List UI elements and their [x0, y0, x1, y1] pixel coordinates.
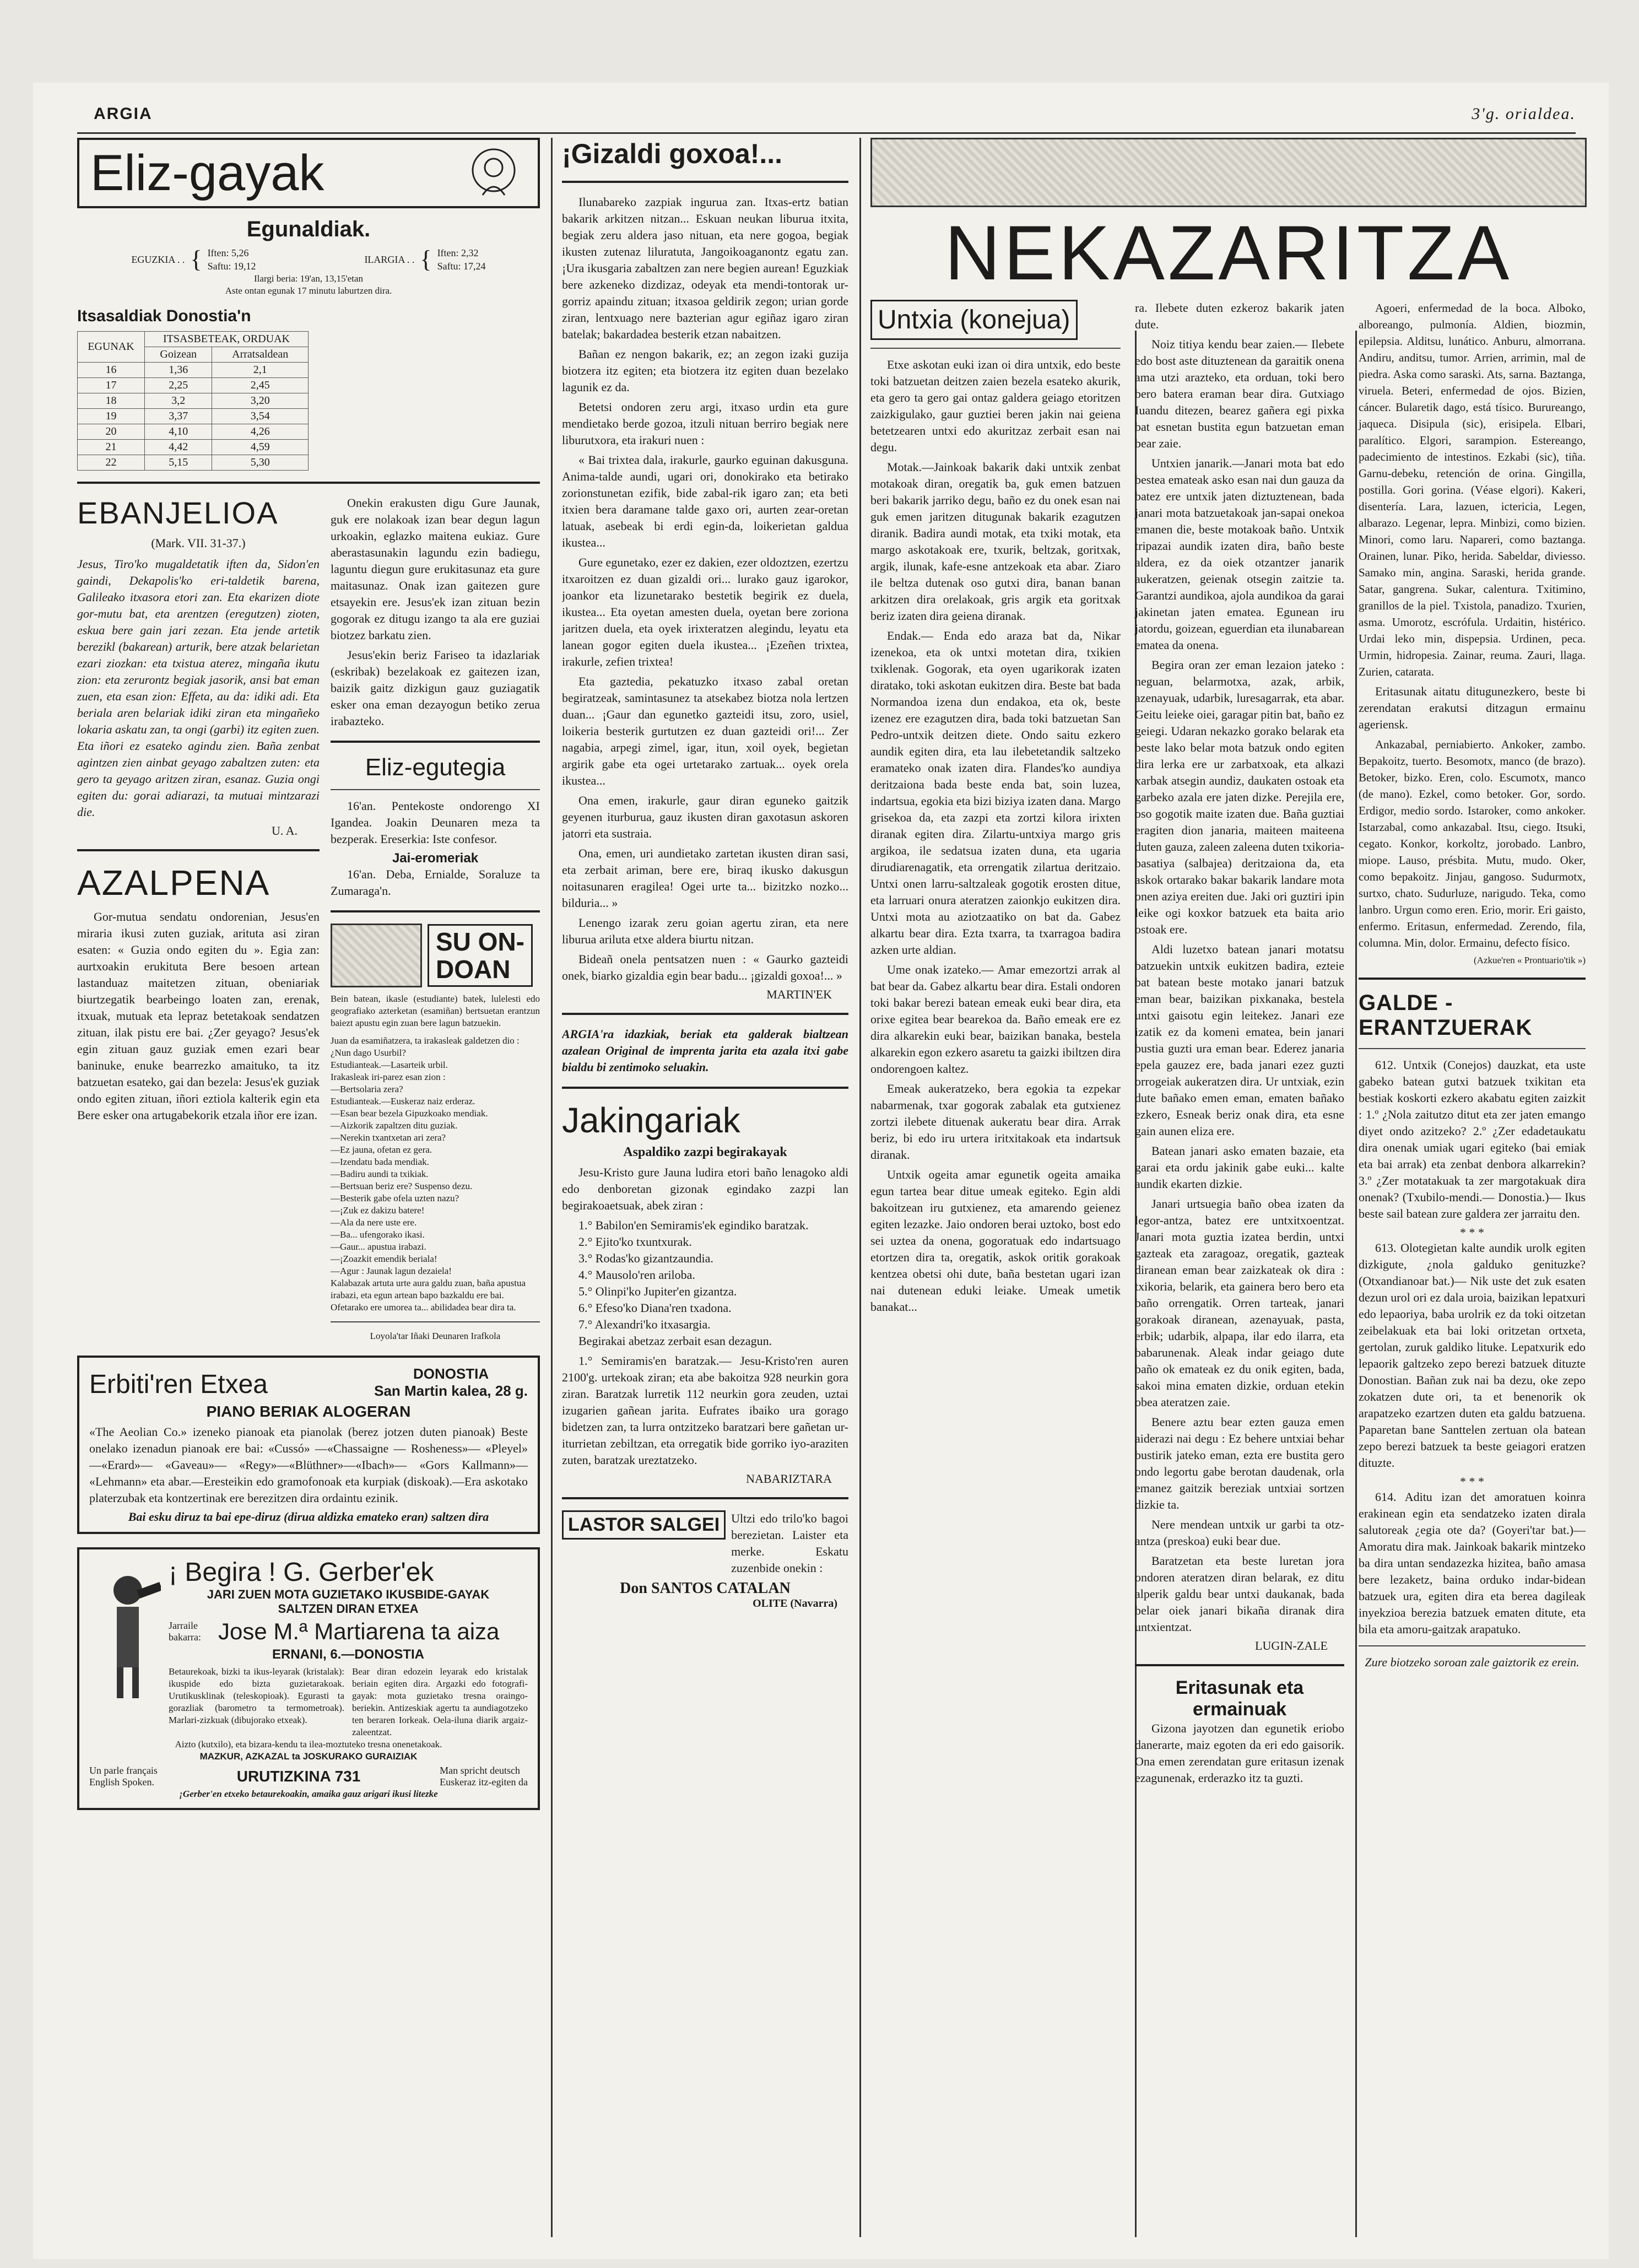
dialogue-line: Estudianteak.—Lasarteik urbil. [331, 1060, 448, 1070]
su-ondoan-header [331, 924, 540, 987]
glossary-source: (Azkue'ren « Prontuario'tik ») [1474, 955, 1586, 965]
su-ondoan-intro: Bein batean, ikasle (estudiante) batek, lulelesti edo geografiako azterketan (esamiñan) bertsuetan erantzun baiezt apustu egin zuan bere lagun batzuekin. [331, 993, 540, 1028]
tides-row [78, 409, 309, 424]
list-item: 5.° Olinpi'ko Jupiter'en gizantza. [578, 1284, 737, 1298]
fireside-illustration [331, 924, 422, 987]
gerber-address: MAZKUR, AZKAZAL ta JOSKURAKO GURAIZIAK [199, 1751, 418, 1762]
tides-cell: 2,25 [144, 378, 212, 393]
column-1 [77, 138, 540, 2237]
tides-cell: 4,42 [144, 440, 212, 455]
lastor-name: Don SANTOS CATALAN [620, 1580, 791, 1597]
untxia-title: Untxia (konejua) [870, 300, 1078, 340]
gerber-lang1: Un parle français [89, 1765, 158, 1776]
dialogue-line: —Gaur... apustua irabazi. [331, 1241, 426, 1252]
column-gizaldi [562, 138, 848, 2237]
untxia-bene: Benere aztu bear ezten gauza emen aiderazi nai degu : Ez behere untxiai behar bustirik jateko eman, ezta ere bustita gero ondo legortu gabe berotan daudenak, orla emanez gaitzik bereziak untxiai sortzen dizkie ta. [1135, 1415, 1344, 1511]
dialogue-line: —Besterik gabe ofela uzten nazu? [331, 1193, 459, 1203]
gizaldi-p5: Gure egunetako, ezer ez dakien, ezer oldoztzen, ezertzu itxaroitzen ez duan gizaldi ori... lurako gauz igarokor, joankor eta lizunetarako bestetik begirik ez duela, ikustea... Eta oyetan amesten duela, oyetan bere zoriona jaritzen duela, eta oyek irixteratzen alegindu, leyatu eta lanean gogor egiten duela ikustea... ¡Ezeñen trixtea, irakurle, zefien trixtea! [562, 555, 848, 668]
galde-erantzuerak-title: GALDE - ERANTZUERAK [1359, 991, 1533, 1040]
tides-cell: 18 [78, 393, 145, 409]
jai-eromeriak-entry: 16'an. Deba, Ernialde, Soraluze ta Zumaraga'n. [331, 867, 540, 898]
tides-cell: 4,26 [212, 424, 309, 440]
gerber-footer: ¡Gerber'en etxeko betaurekoakin, amaika gauz arigari ikusi litezke [179, 1789, 438, 1799]
dialogue-line: —Bertsuan beriz ere? Suspenso dezu. [331, 1181, 473, 1191]
telescope-man-icon [89, 1557, 161, 1700]
gospel-reference: (Mark. VII. 31-37.) [151, 536, 246, 550]
list-item: 6.° Efeso'ko Diana'ren txadona. [578, 1301, 732, 1315]
gerber-head: ¡ Begira ! G. Gerber'ek [169, 1558, 434, 1587]
erbiti-footer: Bai esku diruz ta bai epe-diruz (dirua aldizka emateko eran) saltzen dira [128, 1510, 489, 1524]
lastor-text: Ultzi edo trilo'ko bagoi berezietan. Laister eta merke. Eskatu zuzenbide onekin : [731, 1511, 848, 1575]
list-item: 7.° Alexandri'ko itxasargia. [578, 1317, 711, 1331]
gerber-right-items: Bear diran edozein leyarak edo kristalak beriain egiten dira. Argazki edo fotografi-gayak: mota guzietako tresna oraingo-beriekin. Antizeskiak agertu ta aundiagotzeko ten beraren Iorkeak. Oela-iluna diarik argaiz-zaleentzat. [352, 1666, 528, 1737]
tides-cell: 4,59 [212, 440, 309, 455]
jai-eromeriak-title: Jai-eromeriak [392, 851, 479, 866]
gospel-signature: U. A. [271, 824, 297, 838]
tides-row [78, 363, 309, 378]
tides-row [78, 378, 309, 393]
dialogue-line: Kalabazak artuta urte aura galdu zuan, baña apustua irabazi, eta egun artean bapo bazkaldu ere bai. Ofetarako ere umorea ta... abilidadea bear dira ta. [331, 1278, 526, 1313]
question-613: 613. Olotegietan kalte aundik urolk egiten dizkigute, ¿nola galduko genituzke? (Otxandianoar bat.)— Nik uste det zuk esaten dezun urol ori ez dala uroia, baizikan lepatxuri edo lepaoriya, baba urolrik ez da toki oitzetan zeibelakuak eta bai loki oritzetan ortxeta, gertolan, zuruk galdiko lituke. Lepatxurik edo lepaorik galtzeko zepo berezi batzuek dituzte Donostian. Bañan zuk nai ba dezu, oke zepo zokatzen dute ori, ta et benenorik ok arapatzeko ezartzen duten eta galdu batzuena. Paparetan bane Santtelen zertuan ola batean zepo berezi batzuek ta beste geiagori eratzen dituzte. [1359, 1241, 1586, 1470]
gizaldi-p8: Ona, emen, uri aundietako zartetan ikusten diran sasi, eta zerbait ariman, bere ere, biraq ikusko dakusgun noitasunaren eragilea! Ogei urte ta... bizitzko nozko... bilduria... » [562, 846, 848, 910]
tides-cell: 1,36 [144, 363, 212, 378]
tides-cell: 5,30 [212, 455, 309, 471]
gerber-advertisement [77, 1547, 540, 1810]
masthead-left: ARGIA [94, 105, 153, 123]
nekazaritza-title: NEKAZARITZA [944, 209, 1513, 296]
egunaldiak-title: Egunaldiak. [246, 217, 371, 241]
dialogue-line: —Ez jauna, ofetan ez gera. [331, 1144, 432, 1155]
eritasunak-text: Gizona jayotzen dan egunetik eriobo danerarte, maiz egoten da eri edo gaisorik. Ona emen zerendatan gure eritasun izenak ezagunenak, erderazko itz ta guzti. [1135, 1721, 1344, 1785]
dialogue-line: —Ba... ufengorako ikasi. [331, 1229, 425, 1240]
untxia-column-2 [1135, 300, 1344, 1790]
sun-times: EGUZKIA . . { Iften: 5,26 Saftu: 19,12 [131, 246, 256, 273]
disease-glossary: Agoeri, enfermedad de la boca. Alboko, alboreango, pulmonía. Aldien, biozmin, epilepsia. Alditsu, lunático. Anburu, almorrana. Andiru, anditsu, tumor. Arrien, arrimin, mal de piedra. Aska como saraski. Ats, sarna. Baztanga, viruela. Beteri, enfermedad de ojos. Bizien, cáncer. Bularetik dago, está tísico. Burureango, jaqueca. Disipula (sic), erisipela. Elbari, paralítico. Elgori, sarampion. Estereango, padecimiento de intestinos. Ezkabi (sic), tiña. Garnu-debeku, retención de orina. Gingilla, postilla. Gori gorina. (Véase elgori). Kakeri, disentería. Lara, lazuen, ictericia, Legen, albarazo. Legenar, lepra. Minbizi, como bizien. Minori, como laru. Napareri, como baztanga. Orainen, lunar. Piko, herida. Sabeldar, diviesso. Samako min, angina. Saraski, herida grande. Satar, gangrena. Sukar, calentura. Txitimino, granillos de la piel. Txistola, panadizo. Txurien, asma. Umorotz, escrófula. Urdaitin, histérico. Urdai leko min, dispepsia. Urdinen, peca. Urmin, hidropesia. Zainar, reuma. Zauri, llaga. Zurien, catarata. [1359, 301, 1586, 678]
tides-cell: 19 [78, 409, 145, 424]
closing-proverb: Zure biotzeko soroan zale gaiztorik ez erein. [1365, 1655, 1580, 1669]
untxia-nere: Nere mendean untxik ur garbi ta otz-antza (preskoa) euki bear due. [1135, 1518, 1344, 1548]
gerber-city: ERNANI, 6.—DONOSTIA [272, 1647, 425, 1662]
tides-body [78, 363, 309, 471]
lastor-advertisement [562, 1510, 848, 1580]
onekin-text: Onekin erakusten digu Gure Jaunak, guk ere nolakoak izan bear degun lagun urkoakin, eglazko maitena eukiaz. Gure aberastasunakin lagundu ezin badiegu, laguntu diegun gure erukitasunaz eta gure maitasunaz. Onak izan gaitezen gure etsayekin ere. Jesus'ek izan zituan bezin gogorak ez ditugu izango ta ala ere guziai biotzez barkatu zien. [331, 496, 540, 642]
untxia-baratzetan: Baratzetan eta beste luretan jora ondoren ateratzen diran belarak, ez ditu alperik galdu bear untxi daukanak, bada belar oiek janari bikaña diranak dira untxientzat. [1135, 1554, 1344, 1634]
gerber-lang2: English Spoken. [89, 1776, 155, 1788]
su-ondoan-title: SU ON- DOAN [428, 924, 533, 987]
erbiti-name: Erbiti'ren Etxea [89, 1370, 268, 1399]
question-612: 612. Untxik (Conejos) dauzkat, eta uste gabeko batean gutxi batzuek txikitan eta bestiak koskorti ezkero akabatu egiten zaizkit : 1.º ¿Nola zaitutzo ditut eta zer jaten emango diyet ondo azitzeko? 2.º ¿Zer edadetaukatu dira onenak umiak ugari egiteko (bai emiak eta bai arrak) eta zenbat denbora alkarrekin? 3.º ¿Zer motatakuak ta zer margotakuak dira onenak? (Txubilo-mendi.— Donostia.)— Ikus beste sail batean zure galdera zer jarraitu den. [1359, 1058, 1586, 1221]
dialogue-line: —Badiru aundi ta txikiak. [331, 1169, 429, 1179]
sun-label: EGUZKIA . . [131, 254, 185, 265]
eliz-egutegia-entry: 16'an. Pentekoste ondorengo XI Igandea. Joakin Deunaren meza ta bezperak. Ereserkia: Iste confesor. [331, 799, 540, 846]
tides-cell: 4,10 [144, 424, 212, 440]
dialogue-line: —¡Zuk ez dakizu batere! [331, 1205, 425, 1216]
tides-cell: 16 [78, 363, 145, 378]
dialogue-line: —Nerekin txantxetan ari zera? [331, 1132, 446, 1143]
su-ondoan-dialogue [331, 1035, 540, 1314]
tides-cell: 22 [78, 455, 145, 471]
untxia-signature: LUGIN-ZALE [1255, 1639, 1328, 1653]
sun-rise: Iften: 5,26 [207, 247, 249, 258]
untxia-batean: Batean janari asko ematen bazaie, eta garai eta ordu jakinik gabe euki... kalte aundik ekarten dizkie. [1135, 1144, 1344, 1191]
column-nekazaritza [870, 138, 1587, 2237]
azalpena-title: AZALPENA [77, 863, 271, 903]
untxia-noiz: Noiz titiya kendu bear zaien.— Ilebete edo bost aste dituztenean da garaitik onena ama utzi arazteko, eta orduan, toki bero bero batera eraman bear dira. Gutxiago Iuandu ditezen, bearez gañera egi pixka bat esnetan bustita egun batzuetan eman bear zaie. [1135, 337, 1344, 450]
erbiti-sub: PIANO BERIAK ALOGERAN [206, 1403, 411, 1420]
gizaldi-p6: Eta gaztedia, pekatuzko itxaso zabal oretan begiratzeak, samintasunez ta atsekabez biotza nola lertzen duan... ¡Gaur dan egunetko gazteidi itsu, zoro, usiel, loikeria besterik gurtutzen ez duan gazteidi ori!... Zer nagabia, arpegi zimel, igar, itun, xoil oyek, begietan argirik gabe eta ogei urtetarako zartuak... oyek orela ikustea... [562, 674, 848, 787]
jakingariak-subtitle: Aspaldiko zazpi begirakayak [623, 1145, 787, 1159]
erbiti-street: San Martin kalea, 28 g. [374, 1383, 528, 1399]
untxia-ume-janarik: Janari urtsuegia baño obea izaten da legor-antza, batez ere untxitxoentzat. Janari mota guztia izatea berdin, untxi gazteak eta zaragoaz, oregatik, gazteak diranean eman bear zaizkateak ok dira : txikoria, belarik, eta gainera bero bero eta baño orrengatik. Orren tarteak, janari gorakoak diranean, azenayuak, pasta, erbik; udarbik, alpapa, ilar edo ilarra, eta babarunenak. Aleak indar geiago dute baño ok emateak ez du onik egiten, bada, sakoi mina ematen dizkie, orduan etekin obea ateratzen zaie. [1135, 1197, 1344, 1409]
dialogue-line: Juan da esamiñatzera, ta irakasleak galdetzen dio : [331, 1035, 520, 1046]
dialogue-line: —¡Zoazkit emendik beriala! [331, 1254, 437, 1264]
moon-set: Saftu: 17,24 [437, 261, 486, 272]
page-number: 3'g. orialdea. [1472, 105, 1576, 123]
list-item: 1.° Babilon'en Semiramis'ek egindiko baratzak. [578, 1218, 809, 1232]
erbiti-text: «The Aeolian Co.» izeneko pianoak eta pianolak (berez jotzen duten pianoak) Beste onelako izenadun pianoak ere bai: «Cussó» —«Chassaigne — Rosheness»— «Pleyel» —«Erard»— «Gaveau»— «Regy»—«Blüthner»—«Ibach»— «Gors Kallmann»— «Lehmann» eta abar.—Eresteikin edo gramofonoak eta kurpiak (diskoak).—Era askotako platerzubak eta kontzertinak ere berezitzen dira ordaintu ezinik. [89, 1425, 528, 1505]
erbiti-city: DONOSTIA [413, 1365, 489, 1382]
lastor-place: OLITE (Navarra) [753, 1597, 837, 1610]
header-rule [77, 132, 1576, 134]
ebanjelioa-row [77, 495, 540, 1342]
tides-cell: 3,54 [212, 409, 309, 424]
gospel-text: Jesus, Tiro'ko mugaldetatik iften da, Sidon'en gaindi, Dekapolis'ko eri-taldetik barena, Galileako itxasora etori zan. Eta ekarizen diote gor-mutu bat, eta arentzen (eregutzen) zioten, eskua bere gain jari zezan. Eta jende artetik berezikl (bakarean) arturik, bere atzak belarietan ezari ziozkan: eta txistua aterez, mingaña ikutu zion: eta zerurontz begiak jasorik, ansi bat eman zuen, eta esan zion: Effeta, au da: idiki adi. Eta beriala aren belariak idiki ziran eta mingañeko lokaria askatu zan, ta ongi (garbi) itz egiten zuen. Eta iñori ez esateko agindu zien. Baña zenbat agintzen zien ainbat geyago zabaltzen zuten: eta gero ta geyago aritzen ziran, esanaz. Guzia ongi egiten du: gorai adiarazi, ta mutuai mintzarazi die. [77, 557, 320, 819]
tides-cell: 3,37 [144, 409, 212, 424]
untxia-ume: Ume onak izateko.— Amar emezortzi arrak al bat bear da. Gabez alkartu bear dira. Estali ondoren toki bakar berezi batean emeak euki bear dira, eta orixe egitea bear bearekoa da. Baño emeak ere ez dira alkarekin euki bear, baizikan banaka, bestela alkarekin egon ezkero asaretu ta gaizki ibiltzen dira ondorengoen kaltez. [870, 963, 1121, 1076]
tides-cell: 2,1 [212, 363, 309, 378]
dialogue-line: —Esan bear bezela Gipuzkoako mendiak. [331, 1108, 488, 1119]
tides-cell: 20 [78, 424, 145, 440]
tides-cell: 5,15 [144, 455, 212, 471]
tides-col-days: EGUNAK [78, 332, 145, 363]
gerber-left-items: Betaurekoak, bizki ta ikus-leyarak (kristalak): ikuspide edo bizta guzietarakoak. Urutikusklinak (teleskopioak). Egurasti ta gorazliak (barometro ta termometroak). Marlari-zizkuak (dibujorako etxeak). [169, 1666, 344, 1725]
dialogue-line: —Agur : Jaunak lagun dezaiela! [331, 1266, 452, 1276]
newspaper-page [33, 83, 1609, 2259]
gizaldi-p1: Ilunabareko zazpiak ingurua zan. Itxas-ertz batian bakarik arkitzen nitzan... Eskuan neukan liburua itxita, begiak zeru aldera jaso nituan, eta nere gogoa, begiak ikusten zutenaz liluratuta, Jangoikoaganontz egatu zan. ¡Ura ikusgaria zabaltzen zan nere begien aurean! Eguzkiak bere azkeneko dizdizaz, odeyak eta mendi-tontorak ur-gorriz apaindu zituan; itxasoa geldirik zegon; urian gorde ziran, lentxuago nere bazterian agur egiñaz igaro ziran batelak; bakardadea besterik etzan nabaitzen. [562, 195, 848, 341]
tides-row [78, 440, 309, 455]
tides-cell: 17 [78, 378, 145, 393]
eliz-egutegia-title: Eliz-egutegia [365, 754, 506, 781]
list-item: 4.° Mausolo'ren ariloba. [578, 1268, 695, 1282]
gerber-heir: Jose M.ª Martiarena ta aiza [218, 1618, 500, 1644]
gerber-street: URUTIZKINA 731 [236, 1768, 361, 1785]
untxia-untxik: Untxik ogeita amar egunetik ogeita amaika egun tartea bear ditue umeak egiteko. Egin aldi bakoitzean iru gutxienez, eta amarendo geienez egiten lezazke. Jaio ondoren berai uztoko, bost edo sei uztea da onena, gogoratuak edo indartsuago etortzen dira ta, oregatik, askok oritik gorakoak kentzea obetsi ohi dute, baña bestetan ugari izan nai dutenean eduki leiake. Umeak umetik banakat... [870, 1168, 1121, 1314]
dialogue-line: Estudianteak.—Euskeraz naiz erderaz. [331, 1096, 475, 1106]
tides-row [78, 393, 309, 409]
column-rule-1 [551, 138, 553, 2237]
gerber-lang4: Euskeraz itz-egiten da [440, 1776, 528, 1788]
daylight-note: Aste ontan egunak 17 minutu laburtzen dira. [225, 285, 392, 296]
moon-label: ILARGIA . . [364, 254, 415, 265]
list-item: 2.° Ejito'ko txuntxurak. [578, 1235, 692, 1249]
moon-rise: Iften: 2,32 [437, 247, 479, 258]
gizaldi-p10: Bideañ onela pentsatzen nuen : « Gaurko gazteidi onek, biarko gizaldia egin bear badu... ¡gizaldi goxoa!... » [562, 952, 848, 982]
tides-row [78, 455, 309, 471]
argia-notice: ARGIA'ra idazkiak, beriak eta galderak bialtzean azalean Original de imprenta jarita eta azala itxi gabe bialdu bi zentimoko seluakin. [562, 1027, 848, 1074]
tides-block [77, 307, 309, 471]
sun-set: Saftu: 19,12 [207, 261, 256, 272]
ebanjelioa-title: EBANJELIOA [77, 495, 279, 530]
column-rule-2 [859, 138, 861, 2237]
eritasunak-title: Eritasunak eta ermainuak [1175, 1677, 1304, 1720]
gizaldi-title: ¡Gizaldi goxoa!... [562, 138, 783, 169]
jakingariak-p2: Begirakai abetzaz zerbait esan dezagun. [578, 1334, 772, 1348]
untxia-endak: Endak.— Enda edo araza bat da, Nikar izenekoa, eta ok untxi motetan dira, txikien txiklenak. Gogorak, eta oyen ugarikorak izaten diratako, toki askotan eukitzen dira. Beste bat bada Normandoa izena dun endakoa, eta ok, beste izenez ere ezagutzen dira, bada toki batzuetan San Pedro-untxik deitzen diete. Ondo saitu ezkero aundik egiten dira, eta lau ilebetetandik saltzeko eramateko onak izaten dira. Flandes'ko aundiya deritzaiona bada beste enda bat, soin luzea, indartsua, egokia eta bizi biziya izaten dana. Margo grisekoa da, eta zazpi eta zortzi kilora irixten diranak egiten dira. Zilartu-untxiya margo gris argikoa, ile sedatsua izaten duna, eta ugaria dirudiarenagatik, eta orrengatik zilartua deritzaio. Untxi onen larru-saltzaleak gogotik erosten ditue, eta larruari onura ateratzen zaionkjo eukitzen dira. Untxi mota au aziotzaatiko on bat da. Gabez alkartu bear dira. Ezta txarra, ta txarragoa badira azken urte aldian. [870, 629, 1121, 957]
untxia-p1: Etxe askotan euki izan oi dira untxik, edo beste toki batzuetan deitzen zaien bezela esateko akurik, eta gero ta gero gai ontaz galdera geiago etoritzen zaizkigulako, gaur guztiei beren jakin nai geiena betetzearen untxi edo akuritzaz zerbait esan nai degu. [870, 358, 1121, 454]
untxia-janarik: Untxien janarik.—Janari mota bat edo bestea emateak asko esan nai dun gauza da batez ere untxik jaten diztuztenean, bada janari mota batzuetakoak jan-sapai onekoa emanen die, beste motakoak baño. Untxik tripazai aundik izaten dira, baño beste aldera, ez da oiek otzantzer janarik aukeratzen, geienak otsegin zaitzie ta. Garantzi aundikoa, ajola aundikoa da garai jakinetan jaten ematea. Egunean iru jatordu, goizean, eguerdian eta ilunabarean ematea da onena. [1135, 456, 1344, 652]
section-title-eliz-gayak: Eliz-gayak [90, 145, 324, 201]
gizaldi-p2: Bañan ez nengon bakarik, ez; an zegon izaki guzija biotzera itz egiten; eta biotzera itz egiten duan bezelako lagunik ez da. [562, 347, 848, 394]
tides-row [78, 424, 309, 440]
jakingariak-p3: 1.° Semiramis'en baratzak.— Jesu-Kristo'ren auren 2100'g. urtekoak ziran; eta abe bakoitza 928 neurkin gora ziran. Baratzak lurretik 112 neurkin gora zeuden, uztai izugarien gañean jarita. Eufrates ibaiko ura gorago bidetzen zan, ta lurra ontzitzeko baratzari bere gañetan ur-iturrietan zebiltzan, eta orregatik bide gorriko iyo-araziten zuten, baratzak ureztatzeko. [562, 1354, 848, 1467]
tides-col-morning: Goizean [144, 347, 212, 363]
lastor-brand: LASTOR SALGEI [562, 1510, 726, 1540]
dialogue-line: —Bertsolaria zera? [331, 1084, 403, 1094]
gizaldi-p9: Lenengo izarak zeru goian agertu ziran, eta nere liburua ariluta etxe aldera biurtu nitzan. [562, 916, 848, 946]
dialogue-line: —Aizkorik zapaltzen ditu guziak. [331, 1120, 458, 1131]
erbiti-advertisement [77, 1356, 540, 1534]
gizaldi-signature: MARTIN'EK [766, 987, 832, 1001]
tides-title: Itsasaldiak Donostia'n [77, 307, 251, 325]
gerber-sub2: SALTZEN DIRAN ETXEA [278, 1602, 419, 1616]
untxia-begira: Begira oran zer eman lezaion jateko : neguan, belarmotxa, azak, arbik, azenayuak, udarbik, luresagarrak, eta abar. Geitu leieke oiei, garagar pitin bat, baño ez geiegi. Udaran nekazko gorako belarak eta beste lako belar mota batzuk ondo egiten dira lerka ere ur zarbatxoak, eta alkazi xarbak atsegin aundiz, daukaten ostoak eta garbeko azala ere jaten dizke. Perejila ere, oso gogotik maite izaten due. Baña guztiai eragiten dion janaria, maiteen maiteena duten gauza, zaleen zaleena duten txikoria-basatiya (salbajea) deritzaiona da, eta askok ortarako bakar bakarik landare mota onen aziya ereiten due. Jaki ori guztiri ipin leike ogi koxkor batzuek eta baita ario ostoak ere. [1135, 658, 1344, 936]
ebanjelioa-block [77, 495, 320, 1342]
untxia-motak: Motak.—Jainkoak bakarik daki untxik zenbat motakoak diran, oregatik ba, guk emen batzuen beri bakarik jarriko degu, baño ez du onek esan nai guk emen jaritzen ditugunak bakarik ezagutzen diranik. Badira aundi motak, eta txiki motak, eta margo askotakoak ere, txurik, beltzak, goritxak, argik, ilunak, kafe-esne antzekoak eta abar. Ziaro ile beltza dutenak oso gutxi dira, banan banan arkitzen dira orelakoak, gris argik eta goritxak beriz izaten dira geiena diranak. [870, 460, 1121, 623]
jakingariak-title: Jakingariak [562, 1100, 740, 1140]
untxia-emeak: Emeak aukeratzeko, bera egokia ta ezpekar nabarmenak, txar gogorak zabalak eta gutxienez zortzi ilebete dituenak aukeratu bear dira. Arrak beriz, bi edo iru urtera iritxitakoak eta indartsuk diranak. [870, 1082, 1121, 1162]
glossary-intro-2: Eritasunak aitatu ditugunezkero, beste bi zerendatan erakutsi ditzagun ermainu ageriensk. [1359, 684, 1586, 731]
tides-col-group: ITSASBETEAK, ORDUAK [144, 332, 308, 347]
new-moon-note: Ilargi beria: 19'an, 13,15'etan [254, 273, 363, 284]
dialogue-line: ¿Nun dago Usurbil? [331, 1047, 406, 1058]
gizaldi-p3: Betetsi ondoren zeru argi, itxaso urdin eta gure mendietako berde gozoa, itzuli nituan berriro begiak nere liburutxora, eta irakuri nuen : [562, 400, 848, 447]
praying-figure-icon [461, 145, 527, 201]
gerber-bottom: Aizto (kutxilo), eta bizara-kendu ta ilea-moztuteko tresna onenetakoak. [175, 1739, 442, 1749]
tides-col-afternoon: Arratsaldean [212, 347, 309, 363]
dialogue-line: —Ala da nere uste ere. [331, 1217, 417, 1228]
gizaldi-p4: « Bai trixtea dala, irakurle, gaurko eguinan dakusguna. Anima-talde aundi, ugari ori, donokirako eta betirako zorionstunetan ezifik, bide zabal-rik igaro zan; eta beti itxien bera daramane talde gaxo ori, aurten zear-oretan latuak, asebeak bi erdi egin-da, loikerietan galdua ikustea... [562, 453, 848, 549]
eliz-gayak-header [77, 138, 540, 208]
jakingariak-intro: Jesu-Kristo gure Jauna ludira etori baño lenagoko aldi edo denboretan gizonak egindako zazpi lan begirakoaetsuak, abek ziran : [562, 1165, 848, 1212]
azalpena-text: Gor-mutua sendatu ondorenian, Jesus'en miraria ikusi zuten guziak, arituta asi ziran esaten: « Guzia ondo egiten du ». Egia zan: aurtxoakin erukituta Bere besoen artean lastanduaz maitetzen zituan, obeniariak biurtzegatik bearbeingo loaten zan, erenak, itxuak, mutuak eta lepraz betetakoak sendatzen zituan, ilak pistu ere bai. ¿Zer geyago? Jesus'ek egin zituan gauz guziak emen ezari bear baninuke, enuke bearrezko amaituko, ta itz batzuetan esateko, gai dan bezela: Jesus'ek guziak ondo egiten zituan, iñori eztiola kalterik egin eta Bere esker ona artugabekorik etzala iñor ere izan. [77, 910, 320, 1122]
tides-cell: 3,20 [212, 393, 309, 409]
tides-cell: 21 [78, 440, 145, 455]
untxia-cont: ra. Ilebete duten ezkeroz bakarik jaten dute. [1135, 301, 1344, 331]
tides-cell: 3,2 [144, 393, 212, 409]
su-ondoan-signature: Loyola'tar Iñaki Deunaren Irafkola [370, 1331, 501, 1341]
dialogue-line: Irakasleak iri-parez esan zion : [331, 1072, 446, 1082]
list-item: 3.° Rodas'ko gizantzaundia. [578, 1251, 713, 1265]
moon-times: ILARGIA . . { Iften: 2,32 Saftu: 17,24 [364, 246, 486, 273]
gerber-heir-label: Jarraile bakarra: [169, 1620, 201, 1643]
sun-moon-times [77, 246, 540, 273]
gizaldi-p7: Ona emen, irakurle, gaur diran eguneko gaitzik geyenen iturburua, gauz ikusten diran gaxotasun askoren jatorri eta sustraia. [562, 793, 848, 840]
tides-and-onekin [77, 307, 540, 471]
jakingariak-list [562, 1217, 848, 1333]
gerber-lang3: Man spricht deutsch [440, 1765, 521, 1776]
farming-illustration [870, 138, 1587, 207]
tides-table [77, 331, 309, 471]
defect-glossary: Ankazabal, perniabierto. Ankoker, zambo. Bepakoitz, tuerto. Besomotx, manco (de brazo). Betoker, bizko. Eren, colo. Escumotx, manco (de mano). Ezkel, como betoker. Gor, sordo. Erdigor, medio sordo. Istaroker, como ankoker. Istarzabal, como ankazabal. Itsu, ciego. Itsuki, cegato. Konkor, korkoltz, jorobado. Lanbro, miope. Lauso, présbita. Mutu, mudo. Oker, como bepakoitz. Jinjau, gangoso. Sudurmotx, surtxo, chato. Sudurluze, narigudo. Teka, como lanbro. Urgun como eren. Erio, morir. Eri gaisto, enfermo. Eritasun, enfermedad. Zerendo, fila, columna. Min, dolor. Ermainu, defecto físico. [1359, 738, 1586, 949]
question-614: 614. Aditu izan det amoratuen koinra erakinean egin eta sendatzeko izaten dirala salutoreak ¿egia ote da? (Goyeri'tar bat.)— Amoratu dira mak. Jainkoak bakarik mintzeko ba dira untan sendazezka hizitea, baño amasa bere lezaketz, baina orduko indar-bidean batzuek ura, egiten dira eta berea dagileak inyekzioa berezia batzuek ematen ditute, eta bila eta amoru-gaitzak arapatuko. [1359, 1490, 1586, 1636]
glossary-column: Agoeri, enfermedad de la boca. Alboko, alboreango, pulmonía. Aldien, biozmin, epilepsia. Alditsu, lunático. Anburu, almorrana. Andiru, anditsu, tumor. Arrien, arrimin, mal de piedra. Aska como saraski. Ats, sarna. Baztanga, viruela. Beteri, enfermedad de ojos. Bizien, cáncer. Bularetik dago, está tísico. Burureango, jaqueca. Disipula (sic), erisipela. Elbari, paralítico. Elgori, sarampion. Estereango, padecimiento de intestinos. Ezkabi (sic), tiña. Garnu-debeku, retención de orina. Gingilla, postilla. Gori gorina. (Véase elgori). Kakeri, disentería. Lara, lazuen, ictericia, Legen, albarazo. Legenar, lepra. Minbizi, como bizien. Minori, como laru. Napareri, como baztanga. Orainen, lunar. Piko, herida. Sabeldar, diviesso. Samako min, angina. Saraski, herida grande. Satar, gangrena. Sukar, calentura. Txitimino, granillos de la piel. Txistola, panadizo. Txurien, asma. Umorotz, escrófula. Urdaitin, histérico. Urdai leko min, dispepsia. Urdinen, peca. Urmin, hidropesia. Zainar, reuma. Zauri, llaga. Zurien, catarata. Eritasunak aitatu ditugunezkero, beste bi zerendatan erakutsi ditzagun ermainu ageriensk. Ankazabal, perniabierto. Ankoker, zambo. Bepakoitz, tuerto. Besomotx, manco (de brazo). Betoker, bizko. Eren, colo. Escumotx, manco (de mano). Ezkel, como betoker. Gor, sordo. Erdigor, medio sordo. Istaroker, como ankoker. Istarzabal, como ankazabal. Itsu, ciego. Itsuki, cegato. Konkor, korkoltz, jorobado. Lanbro, miope. Lauso, présbita. Mutu, mudo. Oker, como bepakoitz. Jinjau, gangoso. Sudurmotx, surtxo, chato. Sudurluze, narigudo. Teka, como lanbro. Urgun como eren. Erio, morir. Eri gaisto, enfermo. Eritasun, enfermedad. Zerendo, fila, columna. Min, dolor. Ermainu, defecto físico. (Azkue'ren « Prontuario'tik ») GALDE - ERANTZUERAK 612. Untxik (Conejos) dauzkat, eta uste gabeko batean gutxi batzuek txikitan eta bestiak koskorti ezkero akabatu egiten zaizkit : 1.º ¿Nola zaitutzo ditut eta zer jaten emango diyet ondo azitzeko? 2.º ¿Zer edadetaukatu dira onenak umiak ugari egiteko (bai emiak eta bai arrak) eta zenbat denbora alkarrekin? 3.º ¿Zer motatakuak ta zer margotakuak dira onenak? (Txubilo-mendi.— Donostia.)— Ikus beste sail batean zure galdera zer jarraitu den. * * * 613. Olotegietan kalte aundik urolk egiten dizkigute, ¿nola galduko genituzke? (Otxandianoar bat.)— Nik uste det zuk esaten dezun urol ori ez dala uroia, baizikan lepatxuri edo lepaoriya, baba urolrik ez da toki oitzetan zeibelakuak eta bai loki oritzetan ortxeta, gertolan, zuruk galdiko lituke. Lepatxurik edo lepaorik galtzeko zepo berezi batzuek dituzte Donostian. Bañan zuk nai ba dezu, oke zepo zokatzen dute ori, ta et benenorik ok arapatzeko ezartzen duten eta galdu batzuena. Paparetan bane Santtelen zertuan ola batean zepo berezi batzuek ta beste geiagori eratzen dituzte. * * * 614. Aditu izan det amoratuen koinra erakinean egin eta sendatzeko izaten dirala salutoreak ¿egia ote da? (Goyeri'tar bat.)— Amoratu dira mak. Jainkoak bakarik mintzeko ba dira untan sendazezka hizitea, baño amasa bere lezaketz, baina orduko indar-bidean batzuek ura, egiten dira eta berea dagileak inyekzioa berezia batzuek ematen ditute, eta bila eta amoru-gaitzak arapatuko. Zure biotzeko soroan zale gaiztorik ez erein. [1359, 300, 1586, 1790]
jesusekin-text: Jesus'ekin beriz Fariseo ta idazlariak (eskribak) bezelakoak ez gaitezen izan, baizik gaitz dizkigun gauz guziagatik esker ona eman dezayogun betiko zerua irabazteko. [331, 648, 540, 728]
gerber-sub1: JARI ZUEN MOTA GUZIETAKO IKUSBIDE-GAYAK [207, 1587, 490, 1601]
jakingariak-signature: NABARIZTARA [746, 1472, 832, 1486]
col1-right-subcolumn [331, 495, 540, 1342]
dialogue-line: —Izendatu bada mendiak. [331, 1157, 429, 1167]
untxia-column [870, 300, 1121, 1790]
untxia-aldi: Aldi luzetxo batean janari motatsu batzuekin untxik eukitzen badira, ezteie bat batean beste motako janari batzuk eman bear, baizikan pixkanaka, bestela untxi gaisotu egin leitekez. Janari eze izatik ez da komeni ematea, bein janari bustia guzti ura eman bear. Ederez janaria epela gauzez ere, bada janari ezez guzti orrogeiak aukeratzen dira. Ur untxiak, ezin dute bañako emen eman, ematen bañako ezkero, Esneak beriz onak dira, eta esne gain aunen eliza ere. [1135, 942, 1344, 1138]
tides-cell: 2,45 [212, 378, 309, 393]
